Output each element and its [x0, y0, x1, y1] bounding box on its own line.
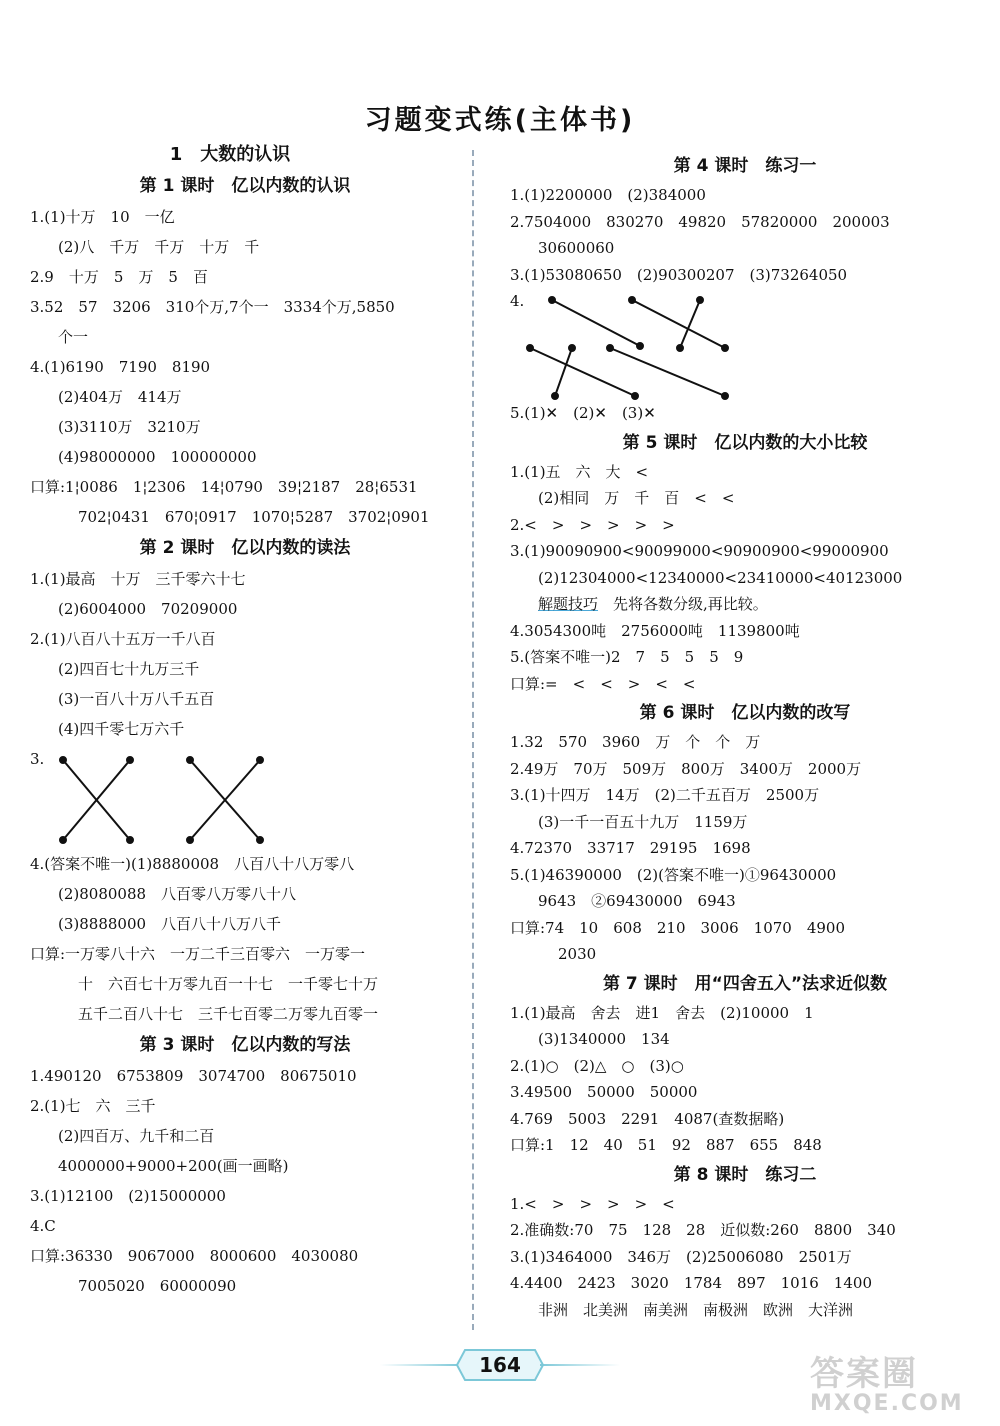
answer-line: 2.(1)○ (2)△ ○ (3)○	[510, 1056, 684, 1075]
answer-line: 口算:36330 9067000 8000600 4030080	[30, 1247, 359, 1265]
answer-line: 3.49500 50000 50000	[510, 1083, 698, 1101]
answer-line: (2)相同 万 千 百 < <	[538, 489, 735, 507]
answer-line: (3)3110万 3210万	[58, 418, 201, 436]
answer-line: 2030	[558, 945, 597, 963]
answer-line: (3)一千一百五十九万 1159万	[538, 812, 748, 831]
answer-line: 口算:1¦0086 1¦2306 14¦0790 39¦2187 28¦6531	[30, 478, 418, 496]
tip-label: 解题技巧	[538, 595, 599, 613]
question-number: 3.	[30, 750, 45, 768]
answer-line: (2)四百七十九万三千	[58, 660, 200, 678]
watermark-logo	[810, 1346, 980, 1416]
matching-diagram-1	[30, 744, 460, 849]
footer-line-right	[540, 1364, 620, 1366]
answer-line: (3)一百八十万八千五百	[58, 690, 215, 708]
answer-line: (4)98000000 100000000	[58, 448, 257, 466]
left-column	[30, 140, 460, 1301]
answer-line: 2.9 十万 5 万 5 百	[30, 268, 208, 286]
column-divider	[472, 150, 474, 1330]
answer-line: 1.(1)2200000 (2)384000	[510, 186, 706, 204]
answer-line: (3)1340000 134	[538, 1030, 670, 1048]
answer-line: 5.(1)✕ (2)✕ (3)✕	[510, 404, 656, 422]
page-title: 习题变式练(主体书)	[364, 105, 636, 136]
lesson6-heading: 第 6 课时 亿以内数的改写	[639, 703, 851, 723]
lesson1-heading: 第 1 课时 亿以内数的认识	[139, 176, 351, 196]
answer-line: 口算:一万零八十六 一万二千三百零六 一万零一	[30, 945, 366, 963]
answer-line: 1.(1)五 六 大 <	[510, 462, 649, 481]
answer-line: 3.(1)十四万 14万 (2)二千五百万 2500万	[510, 786, 820, 804]
lesson5-heading: 第 5 课时 亿以内数的大小比较	[622, 432, 868, 453]
answer-line: 口算:74 10 608 210 3006 1070 4900	[510, 918, 846, 937]
lesson3-heading: 第 3 课时 亿以内数的写法	[139, 1035, 351, 1055]
answer-line: (2)12304000<12340000<23410000<40123000	[538, 568, 903, 587]
answer-line: 2.(1)八百八十五万一千八百	[30, 630, 216, 648]
answer-line: 4.4400 2423 3020 1784 897 1016 1400	[510, 1274, 872, 1292]
answer-line: 4.(答案不唯一)(1)8880008 八百八十八万零八	[30, 855, 355, 873]
answer-line: 9643 ②69430000 6943	[538, 892, 736, 910]
answer-line: 2.7504000 830270 49820 57820000 200003	[510, 212, 890, 231]
answer-line: (2)8080088 八百零八万零八十八	[58, 885, 297, 903]
answer-line: 口算:1 12 40 51 92 887 655 848	[510, 1136, 822, 1154]
answer-line: 1.490120 6753809 3074700 80675010	[30, 1067, 357, 1085]
answer-line: (4)四千零七万六千	[58, 720, 185, 738]
answer-line: 1.32 570 3960 万 个 个 万	[510, 733, 761, 751]
matching-diagram-2	[510, 288, 980, 400]
answer-line: 4.(1)6190 7190 8190	[30, 358, 211, 376]
matching-lines-svg	[520, 288, 780, 400]
answer-line: 3.(1)12100 (2)15000000	[30, 1187, 226, 1205]
answer-line: 个一	[58, 328, 89, 346]
answer-line: 2.< > > > > >	[510, 515, 675, 534]
answer-line: (2)八 千万 千万 十万 千	[58, 238, 260, 256]
question-number: 4.	[510, 292, 525, 310]
answer-line: 1.(1)最高 十万 三千零六十七	[30, 570, 246, 588]
lesson8-heading: 第 8 课时 练习二	[673, 1164, 817, 1185]
answer-line: 1.(1)十万 10 一亿	[30, 208, 175, 226]
answer-line: 4000000+9000+200(画一画略)	[58, 1157, 289, 1175]
answer-line: 3.(1)90090900<90099000<90900900<99000900	[510, 542, 889, 560]
answer-line: 2.49万 70万 509万 800万 3400万 2000万	[510, 759, 862, 778]
matching-lines-svg	[55, 744, 315, 849]
answer-line: 4.3054300吨 2756000吨 1139800吨	[510, 621, 800, 640]
answer-line: 2.准确数:70 75 128 28 近似数:260 8800 340	[510, 1221, 896, 1239]
answer-line: 1.(1)最高 舍去 进1 舍去 (2)10000 1	[510, 1003, 814, 1022]
tip-line	[510, 591, 980, 618]
answer-line: 3.52 57 3206 310个万,7个一 3334个万,5850	[30, 298, 395, 316]
answer-line: 4.C	[30, 1217, 56, 1235]
page-number: 164	[479, 1353, 521, 1377]
answer-line: 口算:= < < > < <	[510, 674, 696, 693]
answer-line: 4.769 5003 2291 4087(查数据略)	[510, 1109, 785, 1128]
unit-heading: 1 大数的认识	[169, 144, 291, 165]
answer-line: 5.(1)46390000 (2)(答案不唯一)①96430000	[510, 865, 837, 884]
watermark-url: MXQE.COM	[810, 1391, 964, 1416]
answer-line: 1.< > > > > <	[510, 1194, 675, 1213]
answer-line: (3)8888000 八百八十八万八千	[58, 915, 282, 933]
lesson2-heading: 第 2 课时 亿以内数的读法	[139, 538, 351, 558]
tip-text: 先将各数分级,再比较。	[598, 595, 768, 613]
footer-line-left	[380, 1364, 460, 1366]
answer-line: 3.(1)3464000 346万 (2)25006080 2501万	[510, 1247, 852, 1266]
answer-line: 702¦0431 670¦0917 1070¦5287 3702¦0901	[78, 508, 430, 526]
answer-line: (2)四百万、九千和二百	[58, 1127, 215, 1145]
answer-line: 五千二百八十七 三千七百零二万零九百零一	[78, 1005, 379, 1023]
answer-line: 非洲 北美洲 南美洲 南极洲 欧洲 大洋洲	[538, 1300, 854, 1319]
answer-line: 十 六百七十万零九百一十七 一千零七十万	[78, 975, 379, 993]
answer-line: 30600060	[538, 239, 615, 257]
lesson4-heading: 第 4 课时 练习一	[673, 156, 817, 176]
answer-line: 2.(1)七 六 三千	[30, 1097, 156, 1115]
answer-line: 3.(1)53080650 (2)90300207 (3)73264050	[510, 265, 848, 284]
watermark-text: 答案圈	[810, 1354, 918, 1394]
answer-line: (2)404万 414万	[58, 388, 182, 406]
answer-line: 5.(答案不唯一)2 7 5 5 5 9	[510, 648, 744, 666]
answer-line: (2)6004000 70209000	[58, 600, 238, 618]
right-column	[510, 150, 980, 1323]
answer-line: 7005020 60000090	[78, 1277, 237, 1295]
lesson7-heading: 第 7 课时 用“四舍五入”法求近似数	[602, 973, 887, 994]
answer-line: 4.72370 33717 29195 1698	[510, 839, 751, 857]
